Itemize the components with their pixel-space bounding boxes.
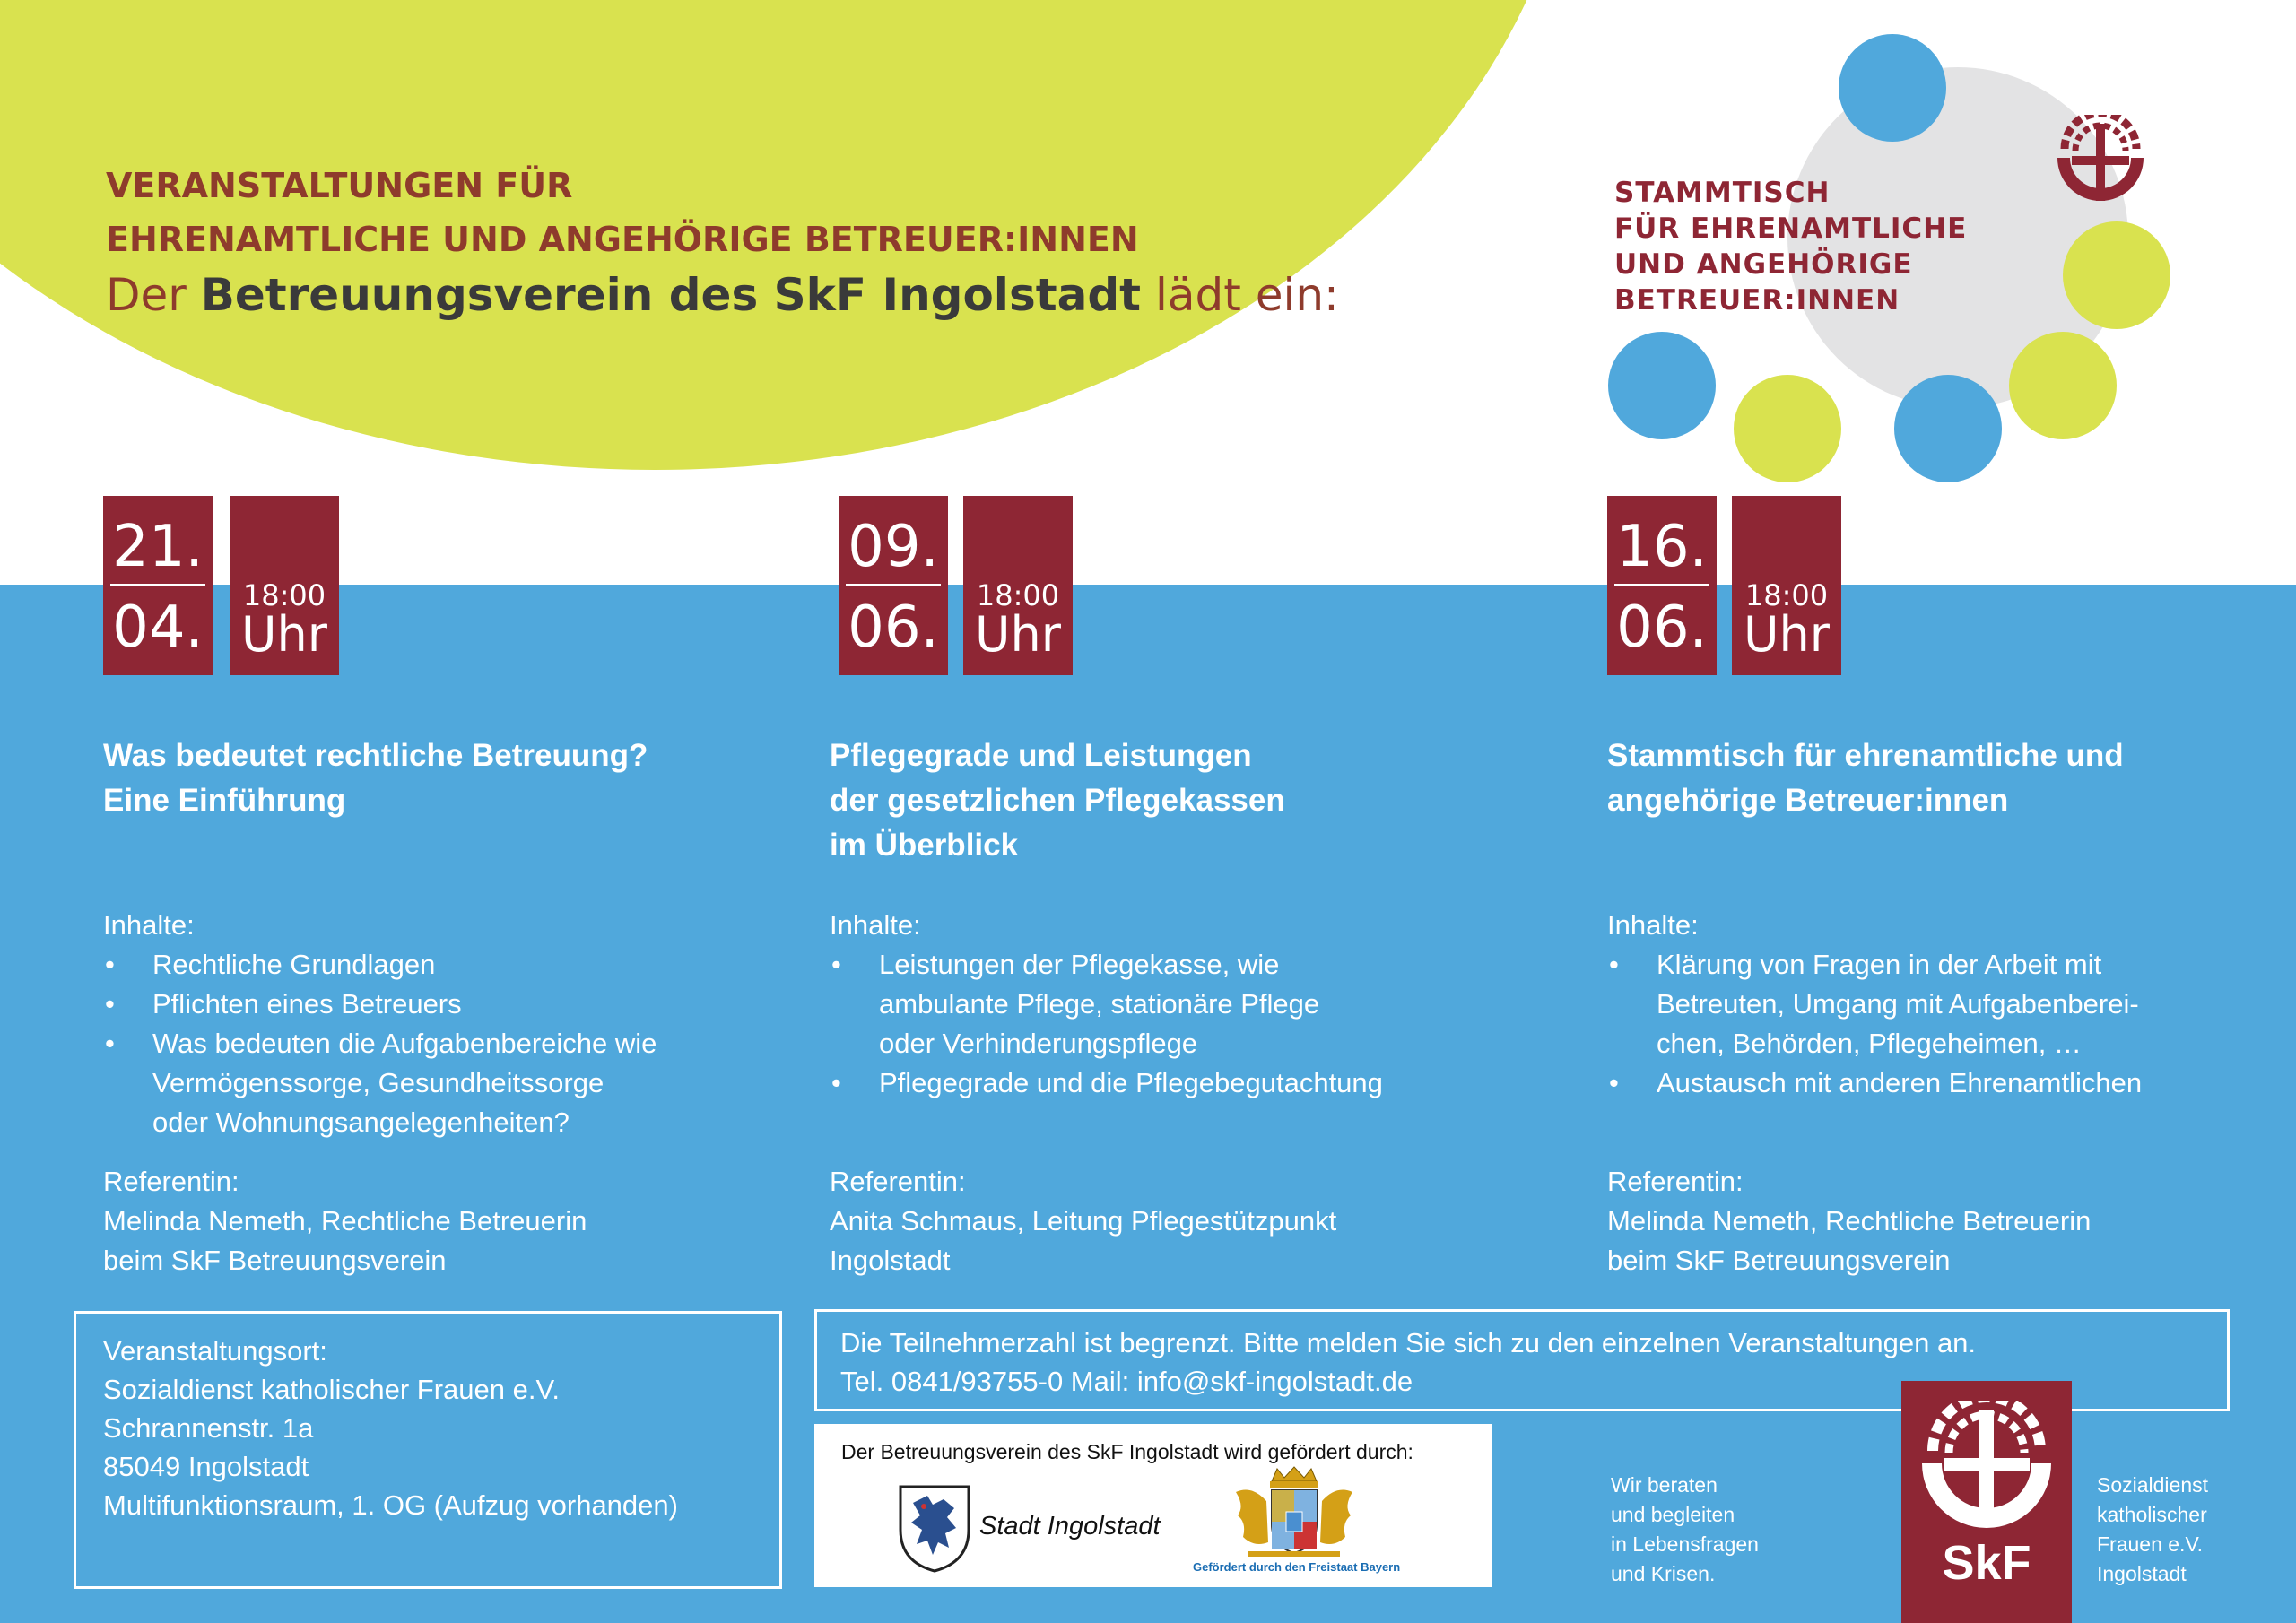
venue-label: Veranstaltungsort: [103, 1335, 327, 1367]
list-item: • Austausch mit anderen Ehrenamtlichen [1607, 1063, 2253, 1103]
list-item: • Leistungen der Pflegekasse, wie ambulante Pflege, stationäre Pflege oder Verhinderungspflege [830, 945, 1601, 1063]
contents-list [103, 945, 785, 1142]
contact-info: Tel. 0841/93755-0 Mail: info@skf-ingolstadt.de [840, 1366, 1413, 1397]
date-divider [1614, 584, 1709, 586]
logo-yellow-dot [1734, 375, 1841, 482]
sponsor-text: Der Betreuungsverein des SkF Ingolstadt wird gefördert durch: [841, 1440, 1413, 1463]
event-time-unit: Uhr [1744, 606, 1830, 663]
venue-line: Sozialdienst katholischer Frauen e.V. [103, 1374, 560, 1405]
slogan: Wir beraten und begleiten in Lebensfragen und Krisen. [1611, 1473, 1759, 1585]
event-time-box [963, 496, 1073, 675]
event-column [103, 733, 785, 1280]
event-date-box [839, 496, 948, 675]
speaker-label: Referentin: [103, 1166, 239, 1197]
venue-line: 85049 Ingolstadt [103, 1451, 309, 1482]
panther-crest-icon [897, 1483, 972, 1573]
logo-yellow-dot [2009, 332, 2117, 439]
logo-blue-dot [1894, 375, 2002, 482]
event-day: 16. [1616, 514, 1708, 580]
logo-blue-dot [1839, 34, 1946, 142]
notice-text: Die Teilnehmerzahl ist begrenzt. Bitte melden Sie sich zu den einzelnen Veranstaltungen an. [840, 1327, 1977, 1358]
caritas-cross-icon [2052, 115, 2149, 208]
date-divider [110, 584, 205, 586]
header-subtitle: Der Betreuungsverein des SkF Ingolstadt lädt ein: [106, 269, 1339, 321]
event-time-unit: Uhr [975, 606, 1061, 663]
speaker-label: Referentin: [1607, 1166, 1744, 1197]
list-item: • Pflegegrade und die Pflegebegutachtung [830, 1063, 1601, 1103]
venue-line: Multifunktionsraum, 1. OG (Aufzug vorhanden) [103, 1489, 678, 1521]
caritas-cross-icon [1915, 1401, 2058, 1535]
logo-yellow-dot [2063, 221, 2170, 329]
city-name: Stadt Ingolstadt [979, 1512, 1161, 1541]
list-item: • Rechtliche Grundlagen [103, 945, 785, 985]
event-title: Was bedeutet rechtliche Betreuung? Eine Einführung [103, 738, 648, 818]
event-date-box [1607, 496, 1717, 675]
bavarian-coat-of-arms-icon [1227, 1465, 1361, 1560]
event-column [1607, 733, 2253, 1280]
event-column [830, 733, 1601, 1280]
event-time-box [1732, 496, 1841, 675]
header-line-2: EHRENAMTLICHE UND ANGEHÖRIGE BETREUER:INNEN [106, 220, 1139, 259]
header-line-1: VERANSTALTUNGEN FÜR [106, 166, 573, 205]
event-time-unit: Uhr [241, 606, 327, 663]
event-month: 04. [112, 595, 204, 661]
event-time: 18:00 [976, 578, 1060, 612]
list-item: • Pflichten eines Betreuers [103, 985, 785, 1024]
sponsor-box [814, 1424, 1492, 1587]
logo-blue-dot [1608, 332, 1716, 439]
event-time: 18:00 [1744, 578, 1829, 612]
speaker-name: Melinda Nemeth, Rechtliche Betreuerin beim SkF Betreuungsverein [103, 1205, 587, 1276]
contents-label: Inhalte: [1607, 909, 1699, 941]
event-title: Stammtisch für ehrenamtliche und angehörige Betreuer:innen [1607, 738, 2124, 818]
contents-label: Inhalte: [103, 909, 195, 941]
venue-line: Schrannenstr. 1a [103, 1412, 314, 1444]
skf-logo [1901, 1381, 2072, 1623]
event-day: 09. [848, 514, 939, 580]
speaker-name: Anita Schmaus, Leitung Pflegestützpunkt Ingolstadt [830, 1205, 1337, 1276]
logo-title: STAMMTISCH FÜR EHRENAMTLICHE UND ANGEHÖRIGE BETREUER:INNEN [1614, 177, 1968, 317]
contents-list [830, 945, 1601, 1103]
contents-list [1607, 945, 2253, 1103]
event-month: 06. [848, 595, 939, 661]
event-day: 21. [112, 514, 204, 580]
list-item: • Klärung von Fragen in der Arbeit mit Betreuten, Umgang mit Aufgabenberei- chen, Behörden, Pflegeheimen, … [1607, 945, 2253, 1063]
event-date-box [103, 496, 213, 675]
list-item: • Was bedeuten die Aufgabenbereiche wie Vermögenssorge, Gesundheitssorge oder Wohnungsangelegenheiten? [103, 1024, 785, 1142]
event-time: 18:00 [242, 578, 326, 612]
venue-box [74, 1311, 782, 1589]
speaker-label: Referentin: [830, 1166, 966, 1197]
event-month: 06. [1616, 595, 1708, 661]
date-divider [846, 584, 941, 586]
event-title: Pflegegrade und Leistungen der gesetzlichen Pflegekassen im Überblick [830, 738, 1285, 863]
organization-name: Sozialdienst katholischer Frauen e.V. Ingolstadt [2097, 1473, 2209, 1585]
skf-logo-text: SkF [1942, 1536, 2031, 1590]
contents-label: Inhalte: [830, 909, 921, 941]
speaker-name: Melinda Nemeth, Rechtliche Betreuerin beim SkF Betreuungsverein [1607, 1205, 2092, 1276]
bavaria-caption: Gefördert durch den Freistaat Bayern [1193, 1560, 1401, 1574]
event-time-box [230, 496, 339, 675]
